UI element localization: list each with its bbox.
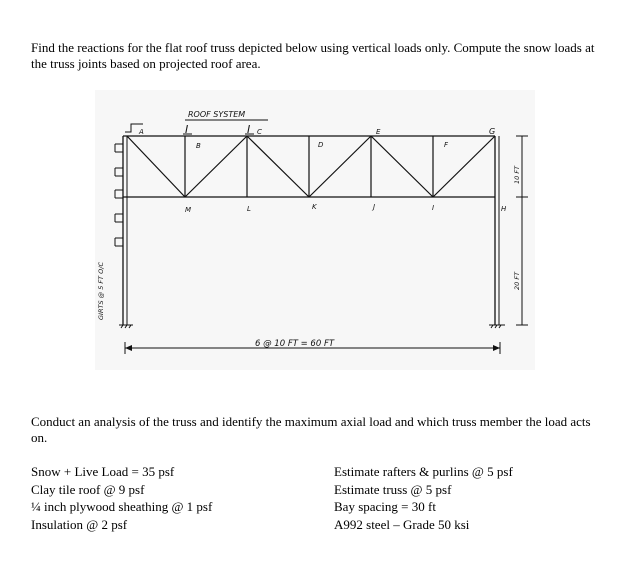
load-item: Bay spacing = 30 ft <box>334 499 436 514</box>
load-item: Snow + Live Load = 35 psf <box>31 464 175 479</box>
rafter-mark-c: I <box>247 123 251 136</box>
joint-label-c: C <box>257 128 262 136</box>
load-item: Estimate truss @ 5 psf <box>334 481 452 497</box>
loads-list-right <box>334 463 513 533</box>
load-item: Clay tile roof @ 9 psf <box>31 481 145 497</box>
span-label: 6 @ 10 FT = 60 FT <box>255 339 335 349</box>
joint-label-f: F <box>444 141 449 149</box>
truss-figure <box>95 90 535 370</box>
girts-label: GIRTS @ 5 FT O/C <box>97 261 105 320</box>
joint-label-h: H <box>501 205 507 213</box>
load-item: ¼ inch plywood sheathing @ 1 psf <box>31 499 213 514</box>
joint-label-l: L <box>247 205 251 213</box>
roof-label: ROOF SYSTEM <box>188 110 246 119</box>
loads-list-left <box>31 463 212 533</box>
intro-paragraph: Find the reactions for the flat roof truss depicted below using vertical loads only. Compute the snow loads at the truss joints based on projected roof area. <box>31 40 595 71</box>
load-item: Estimate rafters & purlins @ 5 psf <box>334 464 513 479</box>
joint-label-i: I <box>432 204 435 212</box>
joint-label-a: A <box>139 128 144 136</box>
joint-label-m: M <box>185 206 192 214</box>
analysis-paragraph: Conduct an analysis of the truss and identify the maximum axial load and which truss member the load acts on. <box>31 414 591 445</box>
height-lower-label: 20 FT <box>513 271 521 290</box>
height-upper-label: 10 FT <box>513 165 521 184</box>
load-item: A992 steel – Grade 50 ksi <box>334 516 470 532</box>
joint-label-e: E <box>376 128 381 136</box>
joint-label-k: K <box>312 203 317 211</box>
joint-label-g: G <box>489 127 496 136</box>
joint-label-d: D <box>318 141 324 149</box>
rafter-mark-b: I <box>185 123 189 136</box>
load-item: Insulation @ 2 psf <box>31 516 128 532</box>
sketch-background <box>95 90 535 370</box>
joint-label-b: B <box>196 142 201 150</box>
joint-label-j: J <box>373 203 376 211</box>
